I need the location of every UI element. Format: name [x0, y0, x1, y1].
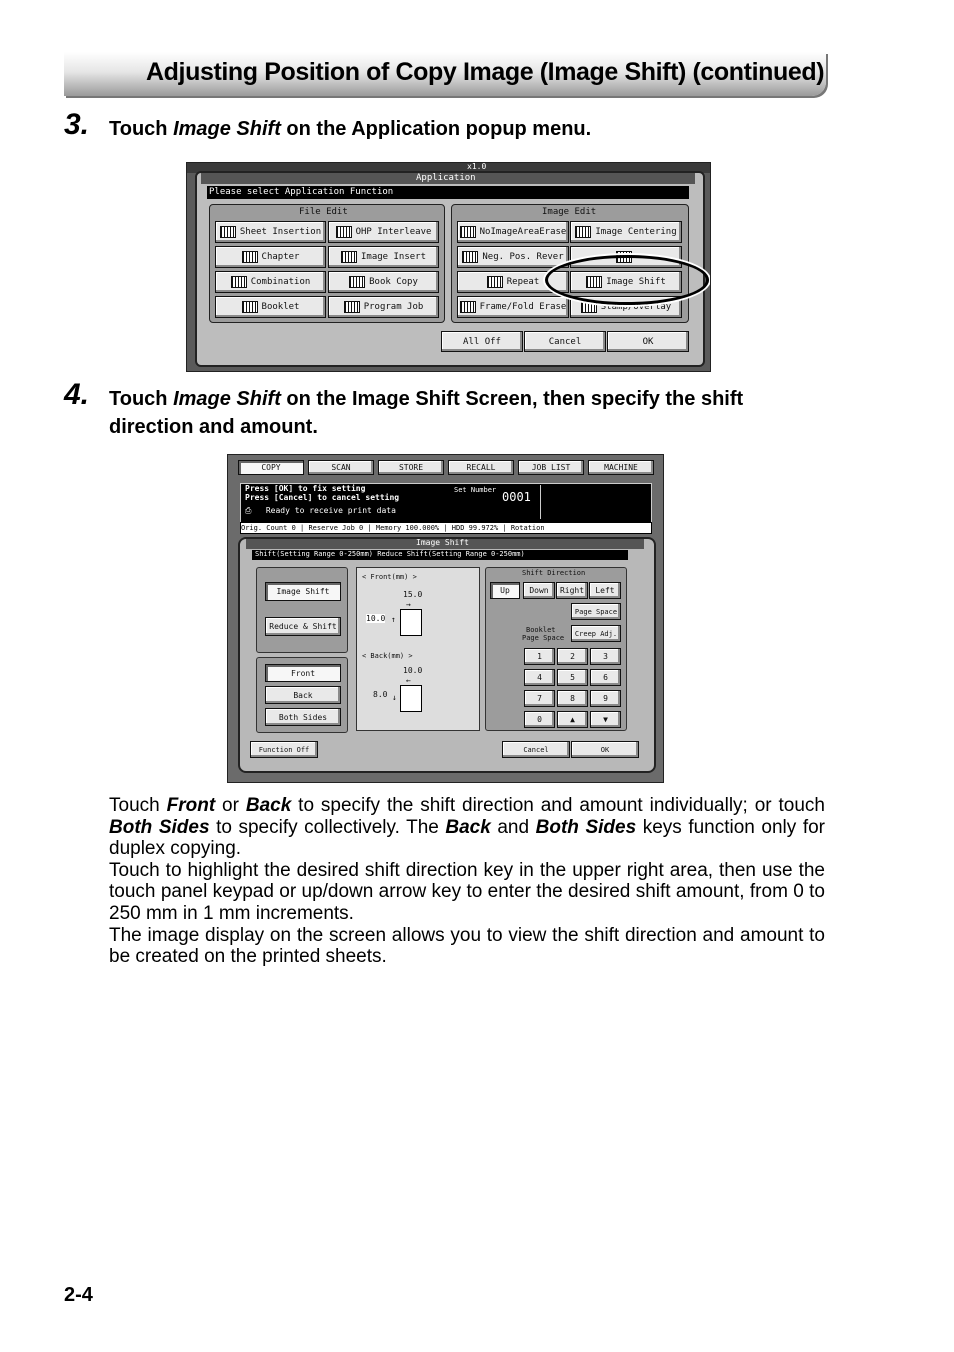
- left-arrow-icon: ←: [406, 676, 411, 685]
- no-image-area-erase-button[interactable]: NoImageAreaErase: [457, 221, 569, 243]
- right-arrow-icon: →: [406, 600, 411, 609]
- key-7[interactable]: 7: [524, 690, 555, 707]
- program-job-button[interactable]: Program Job: [328, 296, 439, 318]
- booklet-icon: [242, 301, 258, 313]
- image-insert-button[interactable]: Image Insert: [328, 246, 439, 268]
- image-shift-mode-button[interactable]: Image Shift: [265, 582, 341, 601]
- ready-message: ⎙ Ready to receive print data: [245, 506, 396, 515]
- message-line-2: Press [Cancel] to cancel setting: [245, 493, 400, 502]
- tab-recall[interactable]: RECALL: [448, 460, 514, 475]
- combination-icon: [231, 276, 247, 288]
- back-horizontal-value: 10.0: [403, 666, 423, 675]
- body-text: [109, 795, 825, 968]
- book-copy-button[interactable]: Book Copy: [328, 271, 439, 293]
- screen-title: Image Shift: [416, 538, 469, 547]
- front-button[interactable]: Front: [265, 664, 341, 682]
- book-copy-icon: [349, 276, 365, 288]
- ok-button[interactable]: OK: [607, 331, 689, 352]
- application-popup-screenshot: [186, 162, 711, 372]
- key-2[interactable]: 2: [557, 648, 588, 665]
- neg-pos-reverse-icon: [462, 251, 478, 263]
- ohp-interleave-button[interactable]: OHP Interleave: [328, 221, 439, 243]
- shift-cancel-button[interactable]: Cancel: [502, 741, 570, 758]
- key-0[interactable]: 0: [524, 711, 555, 728]
- up-arrow-icon: ↑: [391, 615, 396, 624]
- creep-adj-button[interactable]: Creep Adj.: [571, 625, 621, 642]
- front-label: < Front(mm) >: [362, 573, 417, 581]
- frame-fold-erase-icon: [460, 301, 476, 313]
- popup-prompt: Please select Application Function: [209, 187, 394, 197]
- paragraph-3: The image display on the screen allows you to view the shift direction and amount to be created on the printed sheets.: [109, 924, 825, 968]
- paragraph-2: Touch to highlight the desired shift direction key in the upper right area, then use the touch panel keypad or up/down arrow key to enter the desired shift amount, from 0 to 250 mm in 1 mm increments.: [109, 859, 825, 924]
- both-sides-button[interactable]: Both Sides: [265, 708, 341, 726]
- image-insert-icon: [341, 251, 357, 263]
- chapter-icon: [242, 251, 258, 263]
- image-edit-label: Image Edit: [542, 207, 597, 217]
- key-3[interactable]: 3: [590, 648, 621, 665]
- back-label: < Back(mm) >: [362, 652, 413, 660]
- front-page-preview: [400, 609, 422, 636]
- set-number-value: 0001: [502, 490, 531, 504]
- booklet-button[interactable]: Booklet: [215, 296, 326, 318]
- back-button[interactable]: Back: [265, 686, 341, 704]
- no-image-area-erase-icon: [460, 226, 476, 238]
- repeat-icon: [487, 276, 503, 288]
- image-shift-button[interactable]: Image Shift: [570, 271, 682, 293]
- frame-fold-erase-button[interactable]: Frame/Fold Erase: [457, 296, 569, 318]
- paragraph-1: Touch Front or Back to specify the shift direction and amount individually; or touch Both Sides to specify collectively. The Back and Both Sides keys function only for duplex copying.: [109, 795, 826, 860]
- key-4[interactable]: 4: [524, 669, 555, 686]
- direction-up-button[interactable]: Up: [490, 582, 520, 599]
- step-3-text: Touch Image Shift on the Application popup menu.: [109, 118, 592, 140]
- image-centering-icon: [575, 226, 591, 238]
- cancel-button[interactable]: Cancel: [524, 331, 606, 352]
- direction-right-button[interactable]: Right: [556, 582, 588, 599]
- neg-pos-reverse-button[interactable]: Neg. Pos. Rever: [457, 246, 569, 268]
- program-job-icon: [344, 301, 360, 313]
- tab-machine[interactable]: MACHINE: [588, 460, 654, 475]
- all-off-button[interactable]: All Off: [441, 331, 523, 352]
- reduce-shift-button[interactable]: Reduce & Shift: [265, 617, 341, 636]
- file-edit-label: File Edit: [299, 207, 348, 217]
- direction-down-button[interactable]: Down: [523, 582, 555, 599]
- front-vertical-value: 10.0: [366, 614, 386, 623]
- chapter-button[interactable]: Chapter: [215, 246, 326, 268]
- page-title: Adjusting Position of Copy Image (Image Shift) (continued): [146, 58, 825, 86]
- shift-ok-button[interactable]: OK: [571, 741, 639, 758]
- shift-direction-label: Shift Direction: [522, 569, 586, 577]
- popup-title: Application: [416, 173, 476, 183]
- printer-icon: ⎙: [245, 506, 252, 515]
- key-1[interactable]: 1: [524, 648, 555, 665]
- ohp-interleave-icon: [336, 226, 352, 238]
- combination-button[interactable]: Combination: [215, 271, 326, 293]
- tab-job-list[interactable]: JOB LIST: [518, 460, 584, 475]
- page-space-button[interactable]: Page Space: [571, 603, 621, 620]
- front-horizontal-value: 15.0: [403, 590, 423, 599]
- page-space-label: Page Space: [522, 634, 565, 642]
- tab-copy[interactable]: COPY: [238, 460, 304, 475]
- step-4-number: 4.: [64, 378, 90, 411]
- image-shift-screenshot: [227, 454, 664, 783]
- back-page-preview: [400, 685, 422, 712]
- back-vertical-value: 8.0: [373, 690, 388, 699]
- tab-store[interactable]: STORE: [378, 460, 444, 475]
- step-4-text: Touch Image Shift on the Image Shift Screen, then specify the shift direction and amount.: [109, 388, 744, 438]
- booklet-label: Booklet: [526, 626, 556, 634]
- status-row: Orig. Count 0 | Reserve Job 0 | Memory 100.000% | HDD 99.972% | Rotation: [240, 522, 652, 534]
- zoom-readout: x1.0: [467, 162, 487, 171]
- direction-left-button[interactable]: Left: [589, 582, 621, 599]
- range-note: Shift(Setting Range 0-250mm) Reduce Shift(Setting Range 0-250mm): [255, 550, 525, 558]
- set-number-label: Set Number: [454, 486, 497, 494]
- step-3-number: 3.: [64, 108, 90, 141]
- key-up-arrow[interactable]: ▲: [557, 711, 588, 728]
- key-5[interactable]: 5: [557, 669, 588, 686]
- repeat-button[interactable]: Repeat: [457, 271, 569, 293]
- message-line-1: Press [OK] to fix setting: [245, 484, 366, 493]
- highlight-circle: [545, 255, 709, 305]
- page-number: 2-4: [64, 1284, 93, 1306]
- key-down-arrow[interactable]: ▼: [590, 711, 621, 728]
- key-9[interactable]: 9: [590, 690, 621, 707]
- key-6[interactable]: 6: [590, 669, 621, 686]
- sheet-insertion-icon: [220, 226, 236, 238]
- stamp-overlay-button[interactable]: Stamp/Overlay: [570, 296, 682, 318]
- image-centering-button[interactable]: Image Centering: [570, 221, 682, 243]
- down-arrow-icon: ↓: [392, 693, 397, 702]
- key-8[interactable]: 8: [557, 690, 588, 707]
- tab-scan[interactable]: SCAN: [308, 460, 374, 475]
- function-off-button[interactable]: Function Off: [250, 741, 318, 758]
- sheet-insertion-button[interactable]: Sheet Insertion: [215, 221, 326, 243]
